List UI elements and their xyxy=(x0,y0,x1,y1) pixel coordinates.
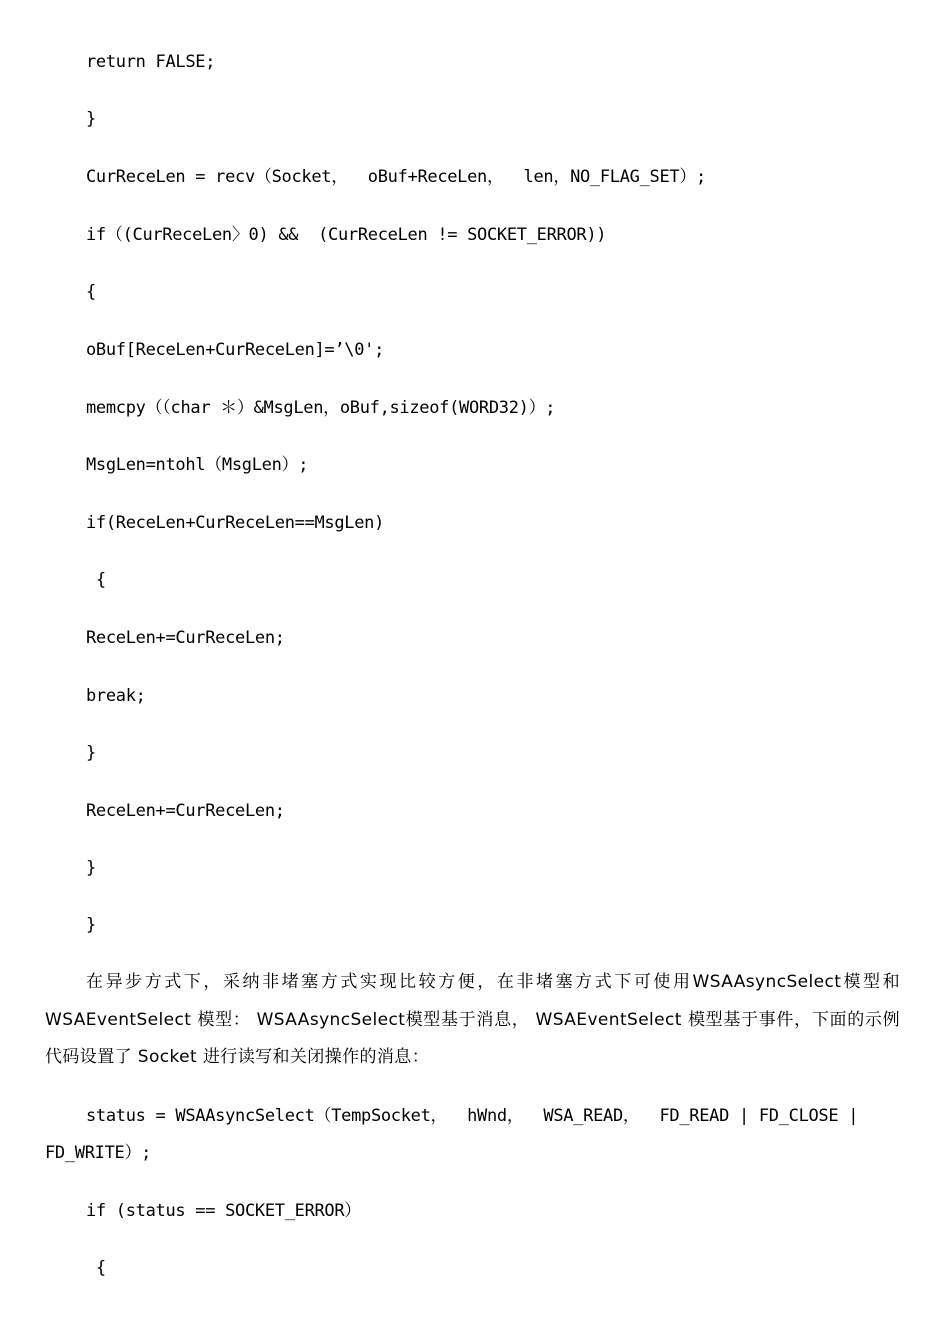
code-line: } xyxy=(86,743,96,763)
code-line: if (status == SOCKET_ERROR） xyxy=(86,1201,362,1221)
code-line: if(ReceLen+CurReceLen==MsgLen) xyxy=(86,513,385,533)
code-line: ReceLen+=CurReceLen; xyxy=(86,801,285,821)
code-line: } xyxy=(86,109,96,129)
code-line: CurReceLen = recv（Socket， oBuf+ReceLen， len，NO_FLAG_SET）; xyxy=(86,167,706,187)
code-line: FD_WRITE）; xyxy=(45,1143,152,1163)
code-line: { xyxy=(86,570,106,590)
code-line: ReceLen+=CurReceLen; xyxy=(86,628,285,648)
code-line: status = WSAAsyncSelect（TempSocket， hWnd， WSA_READ， FD_READ | FD_CLOSE | xyxy=(86,1106,859,1126)
code-line: } xyxy=(86,915,96,935)
code-line: break; xyxy=(86,686,146,706)
code-line: } xyxy=(86,858,96,878)
code-line: oBuf[ReceLen+CurReceLen]=’\0'; xyxy=(86,340,385,360)
code-line: if（(CurReceLen〉0) && (CurReceLen != SOCKET_ERROR)) xyxy=(86,225,607,245)
code-line: { xyxy=(86,282,96,302)
body-paragraph: 在异步方式下，采纳非堵塞方式实现比较方便，在非堵塞方式下可使用WSAAsyncSelect模型和 WSAEventSelect 模型： WSAAsyncSelect模型基于消息， WSAEventSelect 模型基于事件，下面的示例代码设置了 Socket 进行读写和关闭操作的消息： xyxy=(45,972,900,1067)
code-line: MsgLen=ntohl（MsgLen）; xyxy=(86,455,309,475)
code-line: { xyxy=(86,1258,106,1278)
code-line: memcpy（（char ＊）&MsgLen，oBuf,sizeof(WORD32)）; xyxy=(86,398,556,418)
code-line: return FALSE; xyxy=(86,52,216,72)
